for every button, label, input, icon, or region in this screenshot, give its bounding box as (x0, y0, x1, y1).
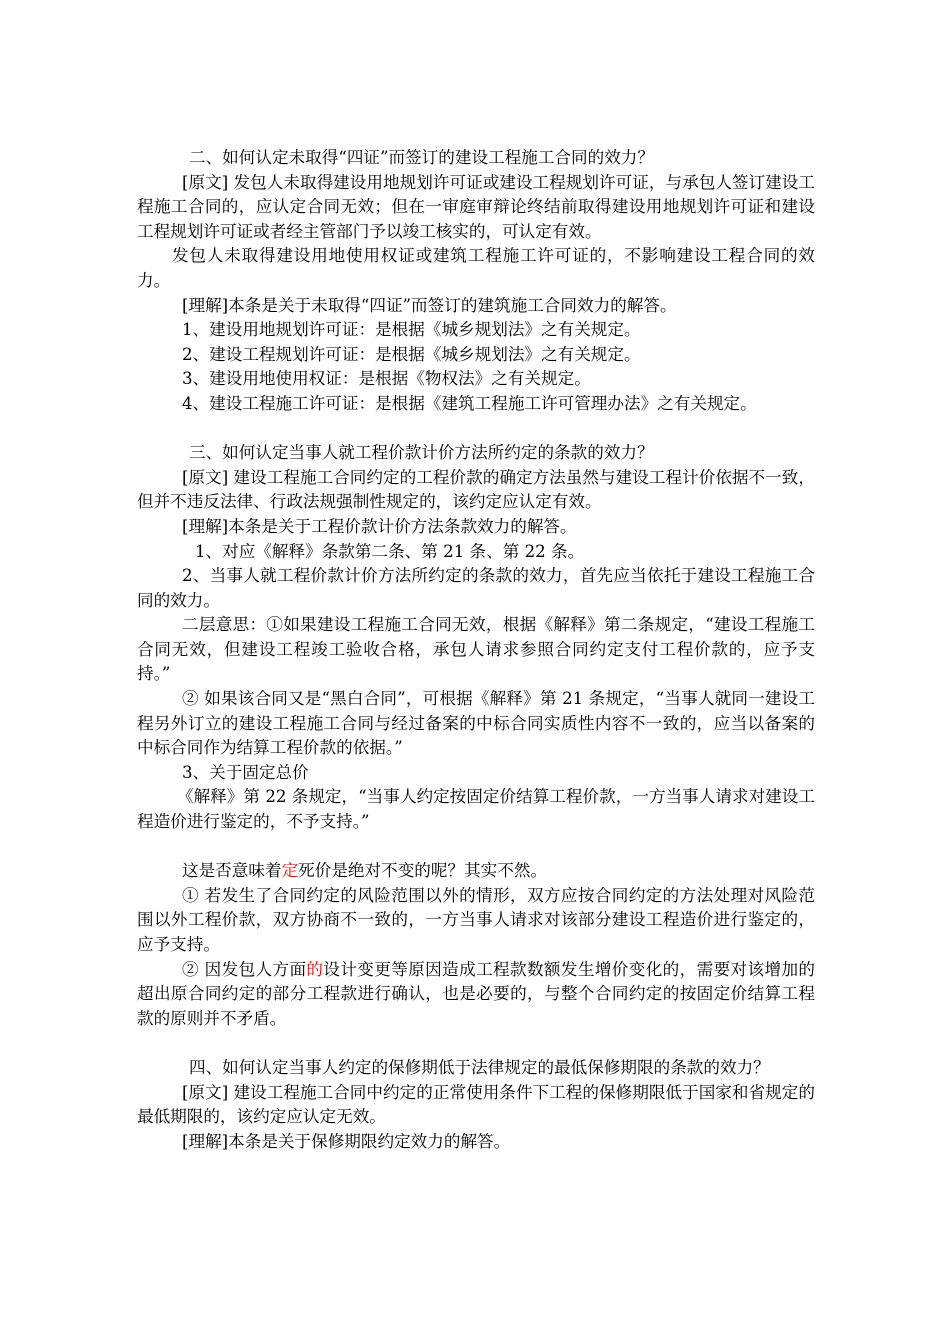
section2-item-3: 3、建设用地使用权证：是根据《物权法》之有关规定。 (182, 369, 591, 389)
section2-heading: 二、如何认定未取得“四证”而签订的建设工程施工合同的效力？ (189, 148, 654, 167)
section3-question (137, 859, 815, 884)
document-body (137, 146, 815, 1154)
question-text-after: 死价是绝对不变的呢？其实不然。 (298, 861, 548, 881)
section3-article-22: 《解释》第 22 条规定，“当事人约定按固定价结算工程价款，一方当事人请求对建设工程造价进行鉴定的，不予支持。” (137, 787, 815, 832)
section2-understanding: [理解]本条是关于未取得“四证”而签订的建筑施工合同效力的解答。 (182, 295, 677, 315)
section3-original: [原文] 建设工程施工合同约定的工程价款的确定方法虽然与建设工程计价依据不一致，但并不违反法律、行政法规强制性规定的，该约定应认定有效。 (137, 467, 815, 512)
blank-line (137, 417, 815, 442)
question-text-before: 这是否意味着 (182, 861, 282, 881)
blank-line (137, 835, 815, 860)
section3-case-2 (137, 958, 815, 1032)
case2-text-before: ② 因发包人方面 (182, 959, 307, 979)
section2-original: [原文] 发包人未取得建设用地规划许可证或建设工程规划许可证，与承包人签订建设工程施工合同的，应认定合同无效；但在一审庭审辩论终结前取得建设用地规划许可证和建设工程规划许可证或者经主管部门予以竣工核实的，可认定有效。 (137, 172, 815, 241)
section3-layer-2: ② 如果该合同又是“黑白合同”，可根据《解释》第 21 条规定，“当事人就同一建设工程另外订立的建设工程施工合同与经过备案的中标合同实质性内容不一致的，应当以备案的中标合同作为结算工程价款的依据。” (137, 689, 815, 758)
section2-item-2: 2、建设工程规划许可证：是根据《城乡规划法》之有关规定。 (182, 344, 641, 364)
section3-item-2: 2、当事人就工程价款计价方法所约定的条款的效力，首先应当依托于建设工程施工合同的效力。 (137, 566, 815, 610)
section4-heading: 四、如何认定当事人约定的保修期低于法律规定的最低保修期限的条款的效力？ (189, 1057, 770, 1077)
blank-line (137, 1031, 815, 1056)
section4-understanding: [理解]本条是关于保修期限约定效力的解答。 (182, 1131, 511, 1151)
section4-original: [原文] 建设工程施工合同中约定的正常使用条件下工程的保修期限低于国家和省规定的最低期限的，该约定应认定无效。 (137, 1082, 815, 1127)
section3-case-1: ① 若发生了合同约定的风险范围以外的情形，双方应按合同约定的方法处理对风险范围以外工程价款，双方协商不一致的，一方当事人请求对该部分建设工程造价进行鉴定的，应予支持。 (137, 885, 815, 954)
section3-heading: 三、如何认定当事人就工程价款计价方法所约定的条款的效力？ (189, 443, 654, 463)
section2-item-4: 4、建设工程施工许可证：是根据《建筑工程施工许可管理办法》之有关规定。 (182, 393, 757, 413)
section3-two-layers: 二层意思：①如果建设工程施工合同无效，根据《解释》第二条规定，“建设工程施工合同无效，但建设工程竣工验收合格，承包人请求参照合同约定支付工程价款的，应予支持。” (137, 615, 815, 684)
section2-original2: 发包人未取得建设用地使用权证或建筑工程施工许可证的，不影响建设工程合同的效力。 (137, 246, 815, 290)
section3-item-1: 1、对应《解释》条款第二条、第 21 条、第 22 条。 (195, 541, 585, 561)
section3-item-3: 3、关于固定总价 (182, 762, 309, 782)
section2-item-1: 1、建设用地规划许可证：是根据《城乡规划法》之有关规定。 (182, 320, 641, 340)
case2-red-char: 的 (306, 959, 324, 979)
section3-understanding: [理解]本条是关于工程价款计价方法条款效力的解答。 (182, 516, 577, 536)
case2-text-after: 设计变更等原因造成工程款数额发生增价变化的，需要对该增加的超出原合同约定的部分工程款进行确认，也是必要的，与整个合同约定的按固定价结算工程款的原则并不矛盾。 (137, 959, 815, 1028)
question-red-char: 定 (281, 861, 299, 881)
